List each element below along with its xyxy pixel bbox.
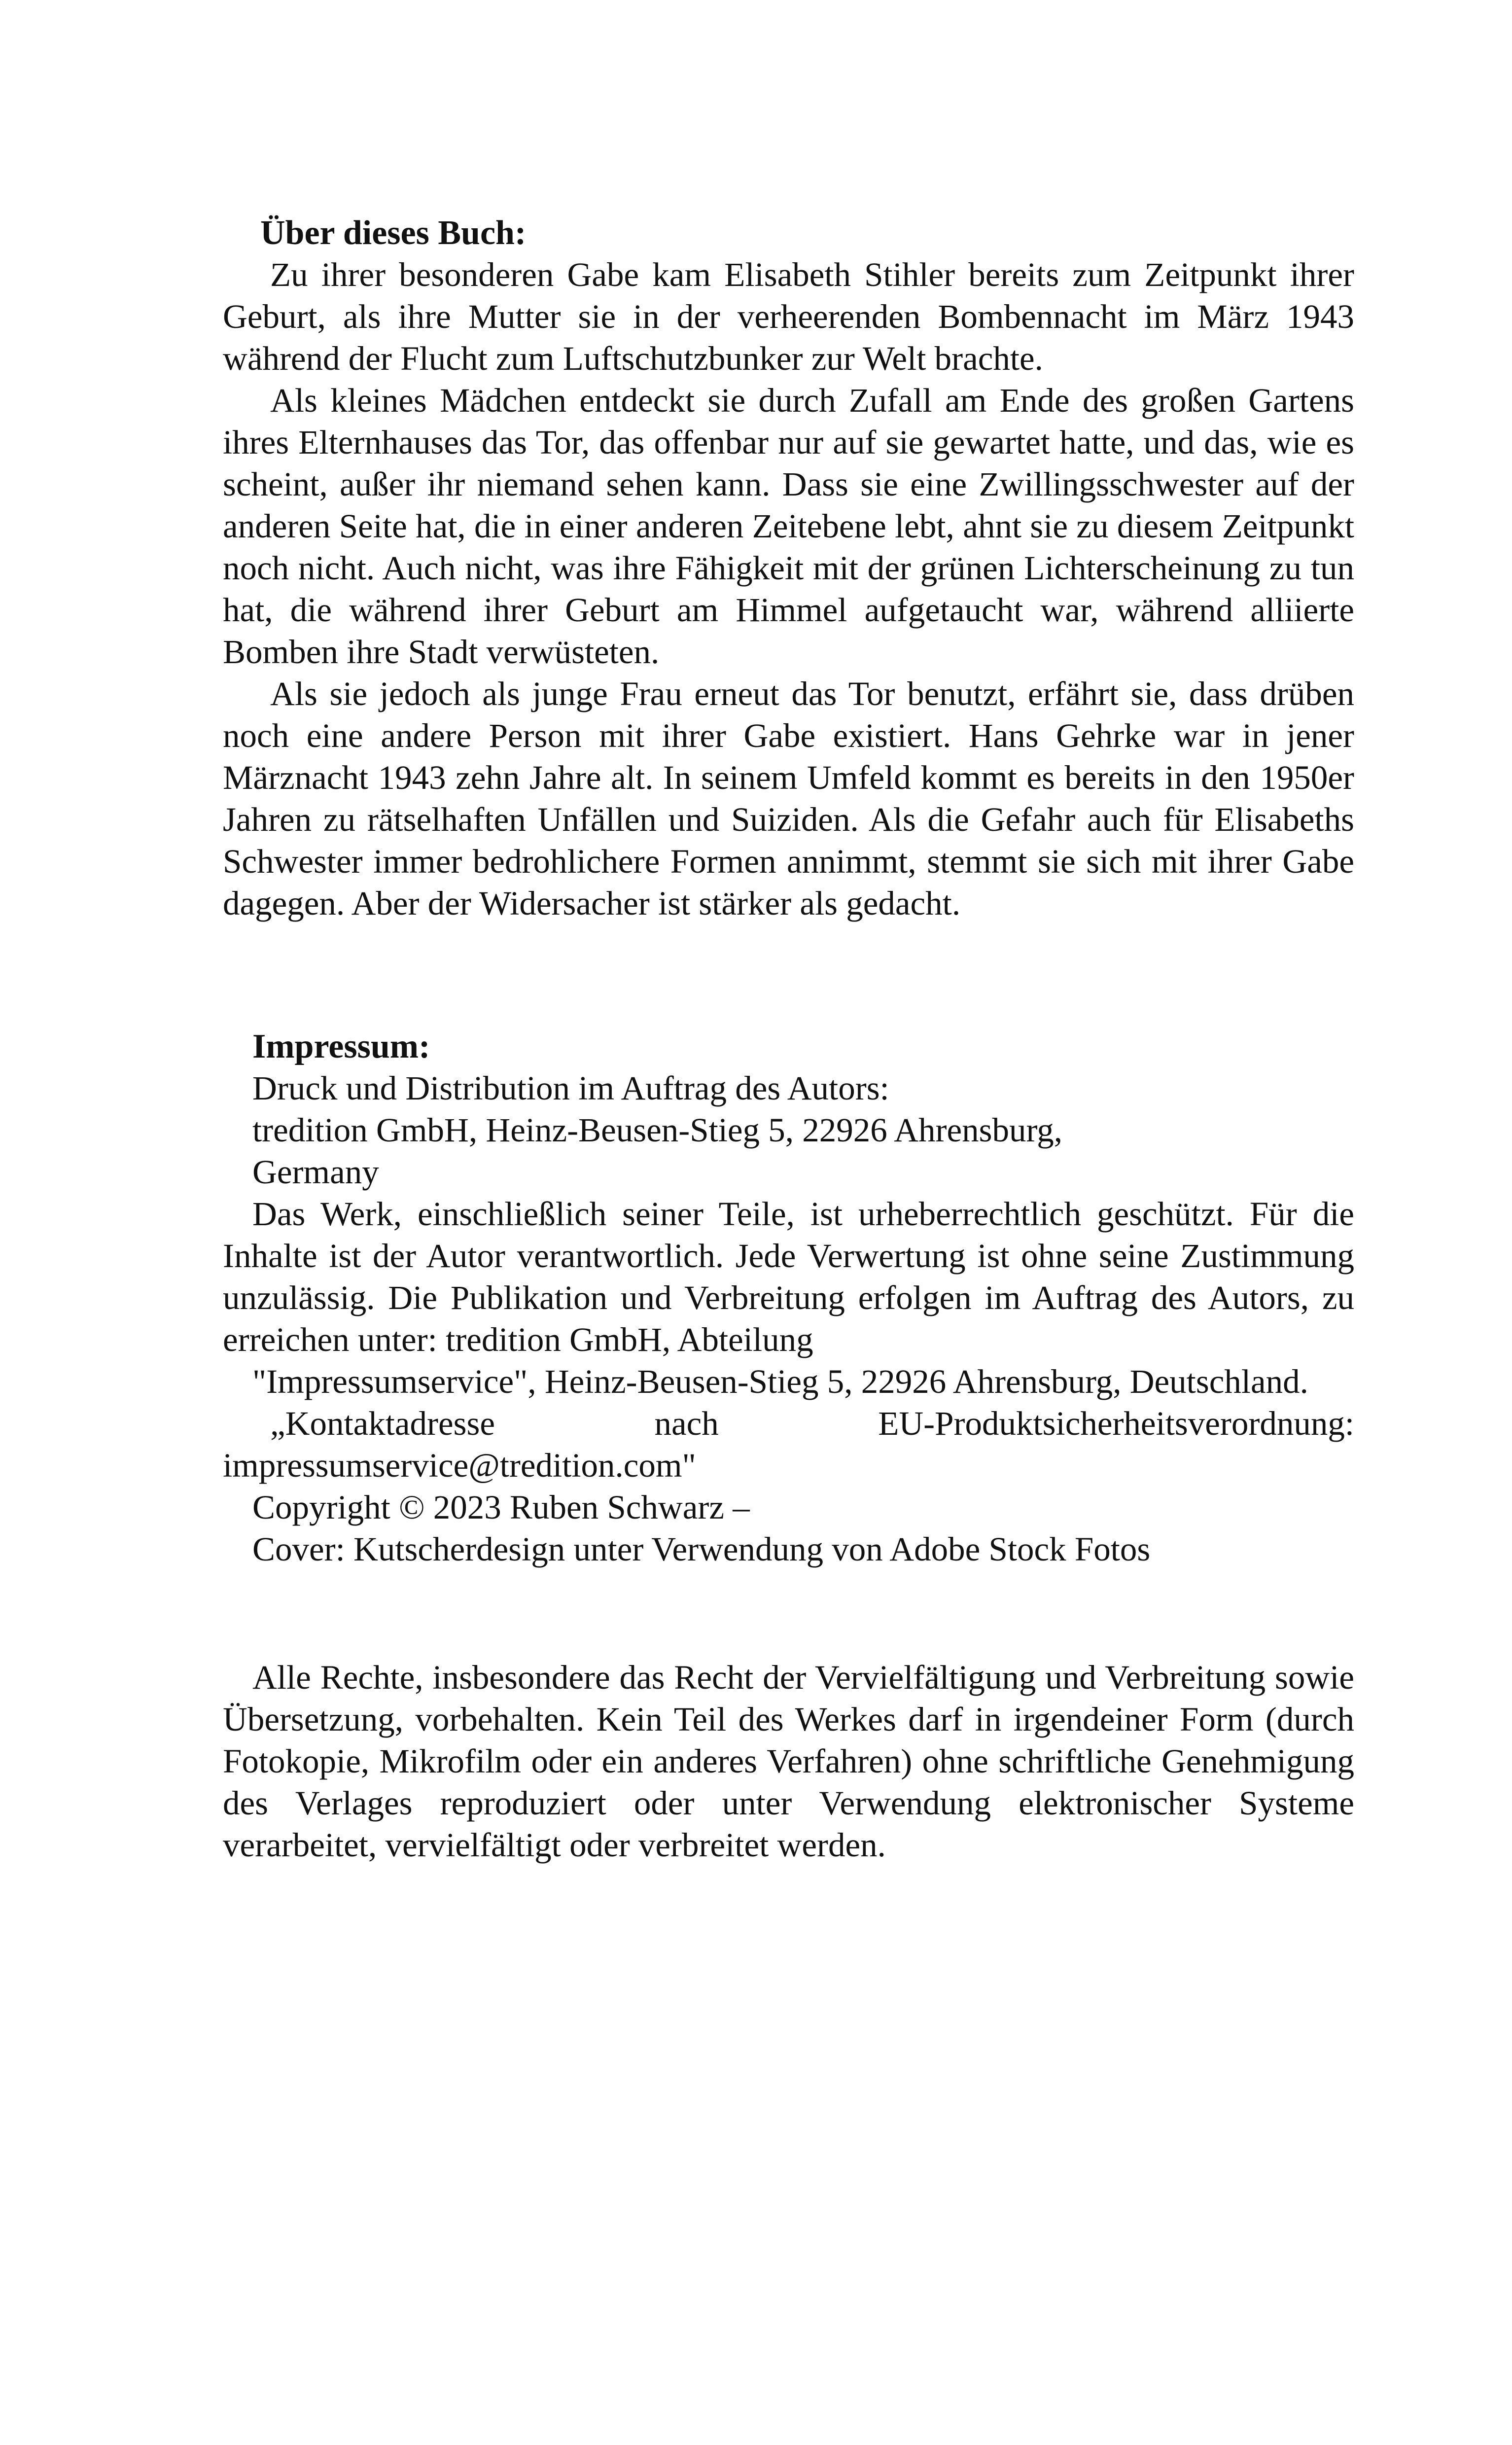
impressum-cover-credit: Cover: Kutscherdesign unter Verwendung von Adobe Stock Fotos	[252, 1530, 1151, 1568]
about-section	[223, 212, 1354, 924]
impressum-distribution-line: Druck und Distribution im Auftrag des Autors:	[252, 1069, 889, 1107]
impressum-heading: Impressum:	[252, 1028, 430, 1065]
about-paragraph-2: Als kleines Mädchen entdeckt sie durch Zufall am Ende des großen Gartens ihres Elternhauses das Tor, das offenbar nur auf sie gewartet hatte, und das, wie es scheint, außer ihr niemand sehen kann. Dass sie eine Zwillingsschwester auf der anderen Seite hat, die in einer anderen Zeitebene lebt, ahnt sie zu diesem Zeitpunkt noch nicht. Auch nicht, was ihre Fähigkeit mit der grünen Lichterscheinung zu tun hat, die während ihrer Geburt am Himmel aufgetaucht war, während alliierte Bomben ihre Stadt verwüsteten.	[223, 382, 1354, 671]
impressum-publisher-address: tredition GmbH, Heinz-Beusen-Stieg 5, 22926 Ahrensburg,	[252, 1111, 1062, 1149]
rights-section	[223, 1657, 1354, 1866]
about-heading: Über dieses Buch:	[260, 214, 527, 252]
impressum-service-address: "Impressumservice", Heinz-Beusen-Stieg 5, 22926 Ahrensburg, Deutschland.	[252, 1363, 1308, 1400]
impressum-section	[223, 1026, 1354, 1570]
about-paragraph-3: Als sie jedoch als junge Frau erneut das Tor benutzt, erfährt sie, dass drüben noch eine andere Person mit ihrer Gabe existiert. Hans Gehrke war in jener Märznacht 1943 zehn Jahre alt. In seinem Umfeld kommt es bereits in den 1950er Jahren zu rätselhaften Unfällen und Suiziden. Als die Gefahr auch für Elisabeths Schwester immer bedrohlichere Formen annimmt, stemmt sie sich mit ihrer Gabe dagegen. Aber der Widersacher ist stärker als gedacht.	[223, 675, 1354, 922]
rights-paragraph: Alle Rechte, insbesondere das Recht der Vervielfältigung und Verbreitung sowie Übersetzung, vorbehalten. Kein Teil des Werkes darf in irgendeiner Form (durch Fotokopie, Mikrofilm oder ein anderes Verfahren) ohne schriftliche Genehmigung des Verlages reproduziert oder unter Verwendung elektronischer Systeme verarbeitet, vervielfältigt oder verbreitet werden.	[223, 1659, 1354, 1864]
impressum-copyright-paragraph: Das Werk, einschließlich seiner Teile, ist urheberrechtlich geschützt. Für die Inhalte ist der Autor verantwortlich. Jede Verwertung ist ohne seine Zustimmung unzulässig. Die Publikation und Verbreitung erfolgen im Auftrag des Autors, zu erreichen unter: tredition GmbH, Abteilung	[223, 1195, 1354, 1358]
impressum-copyright-line: Copyright © 2023 Ruben Schwarz –	[252, 1488, 750, 1526]
impressum-country: Germany	[252, 1153, 379, 1191]
impressum-contact-address: „Kontaktadresse nach EU-Produktsicherheitsverordnung: impressumservice@tredition.com"	[223, 1405, 1354, 1484]
about-paragraph-1: Zu ihrer besonderen Gabe kam Elisabeth Stihler bereits zum Zeitpunkt ihrer Geburt, als ihre Mutter sie in der verheerenden Bombennacht im März 1943 während der Flucht zum Luftschutzbunker zur Welt brachte.	[223, 256, 1354, 377]
